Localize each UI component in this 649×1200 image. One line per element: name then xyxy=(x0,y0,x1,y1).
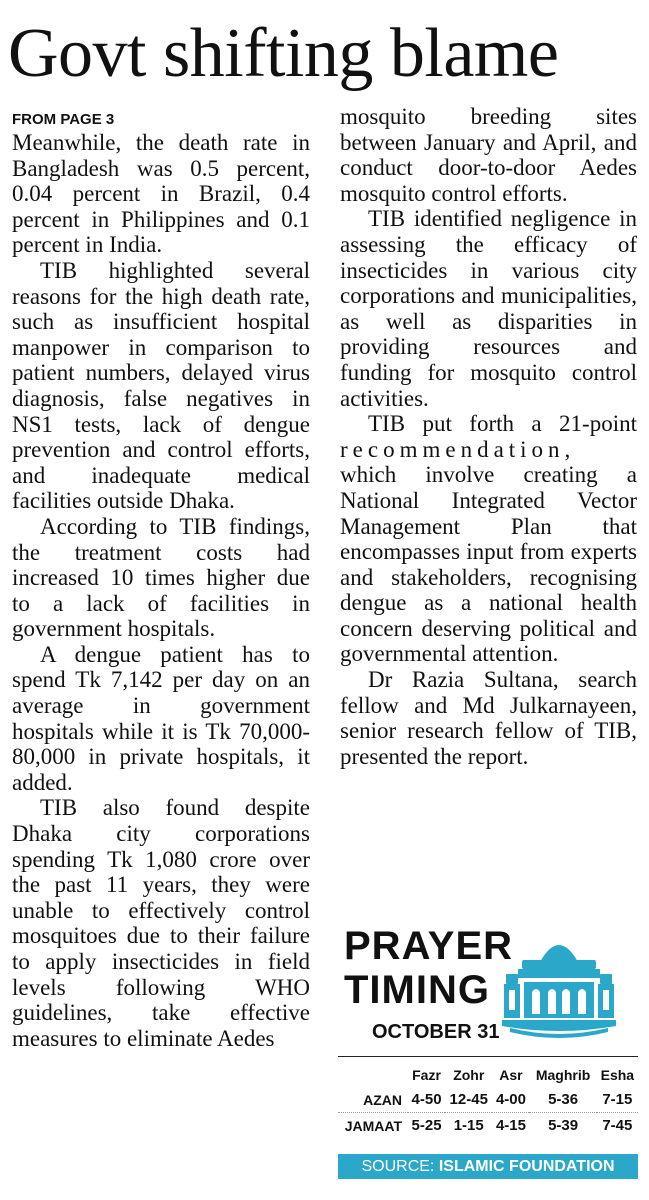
column-header: Zohr xyxy=(453,1066,485,1083)
column-header: Fazr xyxy=(412,1066,441,1083)
article-paragraph: TIB identified negligence in assessing the efficacy of insecticides in various city corporations and municipalities, as well as disparities in providing resources and funding for mosquito control activities. xyxy=(340,206,637,411)
table-row xyxy=(338,1113,638,1139)
table-cell: 4-50 xyxy=(408,1087,445,1113)
table-cell: 5-36 xyxy=(529,1087,596,1113)
table-cell: 7-15 xyxy=(597,1087,638,1113)
row-label-header xyxy=(338,1062,408,1087)
column-header: Maghrib xyxy=(535,1066,591,1083)
table-header-row xyxy=(338,1062,638,1087)
column-header: Esha xyxy=(600,1066,635,1083)
prayer-title-line: PRAYER xyxy=(344,924,514,968)
article-paragraph: Dr Razia Sultana, search fellow and Md Julkarnayeen, senior research fellow of TIB, presented the report. xyxy=(340,667,637,769)
table-cell: 4-00 xyxy=(492,1087,529,1113)
prayer-title xyxy=(344,924,513,1012)
column-header: Asr xyxy=(499,1066,523,1083)
prayer-timing-box xyxy=(338,920,638,1185)
table-cell: 7-45 xyxy=(602,1117,633,1134)
prayer-title-line: TIMING xyxy=(344,968,490,1012)
article-column-left xyxy=(12,104,310,1051)
article-text: TIB put forth a 21-point xyxy=(368,411,637,437)
article-text: which involve creating a National Integrated Vector Management Plan that encompasses input from experts and stakeholders, recognising dengue as a national health concern deserving political and governmental attention. xyxy=(340,462,637,667)
table-cell: 5-25 xyxy=(411,1117,442,1134)
row-label: JAMAAT xyxy=(344,1117,402,1134)
table-cell: 12-45 xyxy=(445,1087,492,1113)
article-paragraph xyxy=(340,411,637,667)
article-paragraph: TIB highlighted several reasons for the high death rate, such as insufficient hospital manpower in comparison to patient numbers, delayed virus diagnosis, false negatives in NS1 tests, lack of dengue prevention and control efforts, and inadequate medical facilities outside Dhaka. xyxy=(12,257,310,514)
source-label: SOURCE: xyxy=(361,1158,435,1175)
source-name: ISLAMIC FOUNDATION xyxy=(438,1158,615,1175)
headline: Govt shifting blame xyxy=(8,15,559,92)
prayer-times-table xyxy=(338,1062,638,1138)
article-text: recommendation, xyxy=(340,436,576,462)
divider xyxy=(338,1056,638,1057)
table-cell: 1-15 xyxy=(453,1117,484,1134)
article-column-right xyxy=(340,104,637,769)
prayer-date: OCTOBER 31 xyxy=(372,1021,500,1043)
table-row xyxy=(338,1087,638,1113)
article-paragraph: TIB also found despite Dhaka city corporations spending Tk 1,080 crore over the past 11 years, they were unable to effectively control mosquitoes due to their failure to apply insecticides in field levels following WHO guidelines, take effective measures to eliminate Aedes xyxy=(12,795,310,1051)
page-jump-label: FROM PAGE 3 xyxy=(12,111,115,128)
mosque-icon xyxy=(500,928,618,1040)
table-cell: 4-15 xyxy=(495,1117,526,1134)
row-label: AZAN xyxy=(338,1087,408,1113)
source-bar xyxy=(338,1154,638,1179)
article-paragraph: Meanwhile, the death rate in Bangladesh was 0.5 percent, 0.04 percent in Brazil, 0.4 percent in Philippines and 0.1 percent in India. xyxy=(12,130,310,258)
table-cell: 5-39 xyxy=(548,1117,579,1134)
article-paragraph: A dengue patient has to spend Tk 7,142 per day on an average in government hospitals while it is Tk 70,000-80,000 in private hospitals, it added. xyxy=(12,641,310,795)
article-paragraph: According to TIB findings, the treatment costs had increased 10 times higher due to a lack of facilities in government hospitals. xyxy=(12,513,310,642)
article-paragraph: mosquito breeding sites between January and April, and conduct door-to-door Aedes mosquito control efforts. xyxy=(340,104,637,206)
